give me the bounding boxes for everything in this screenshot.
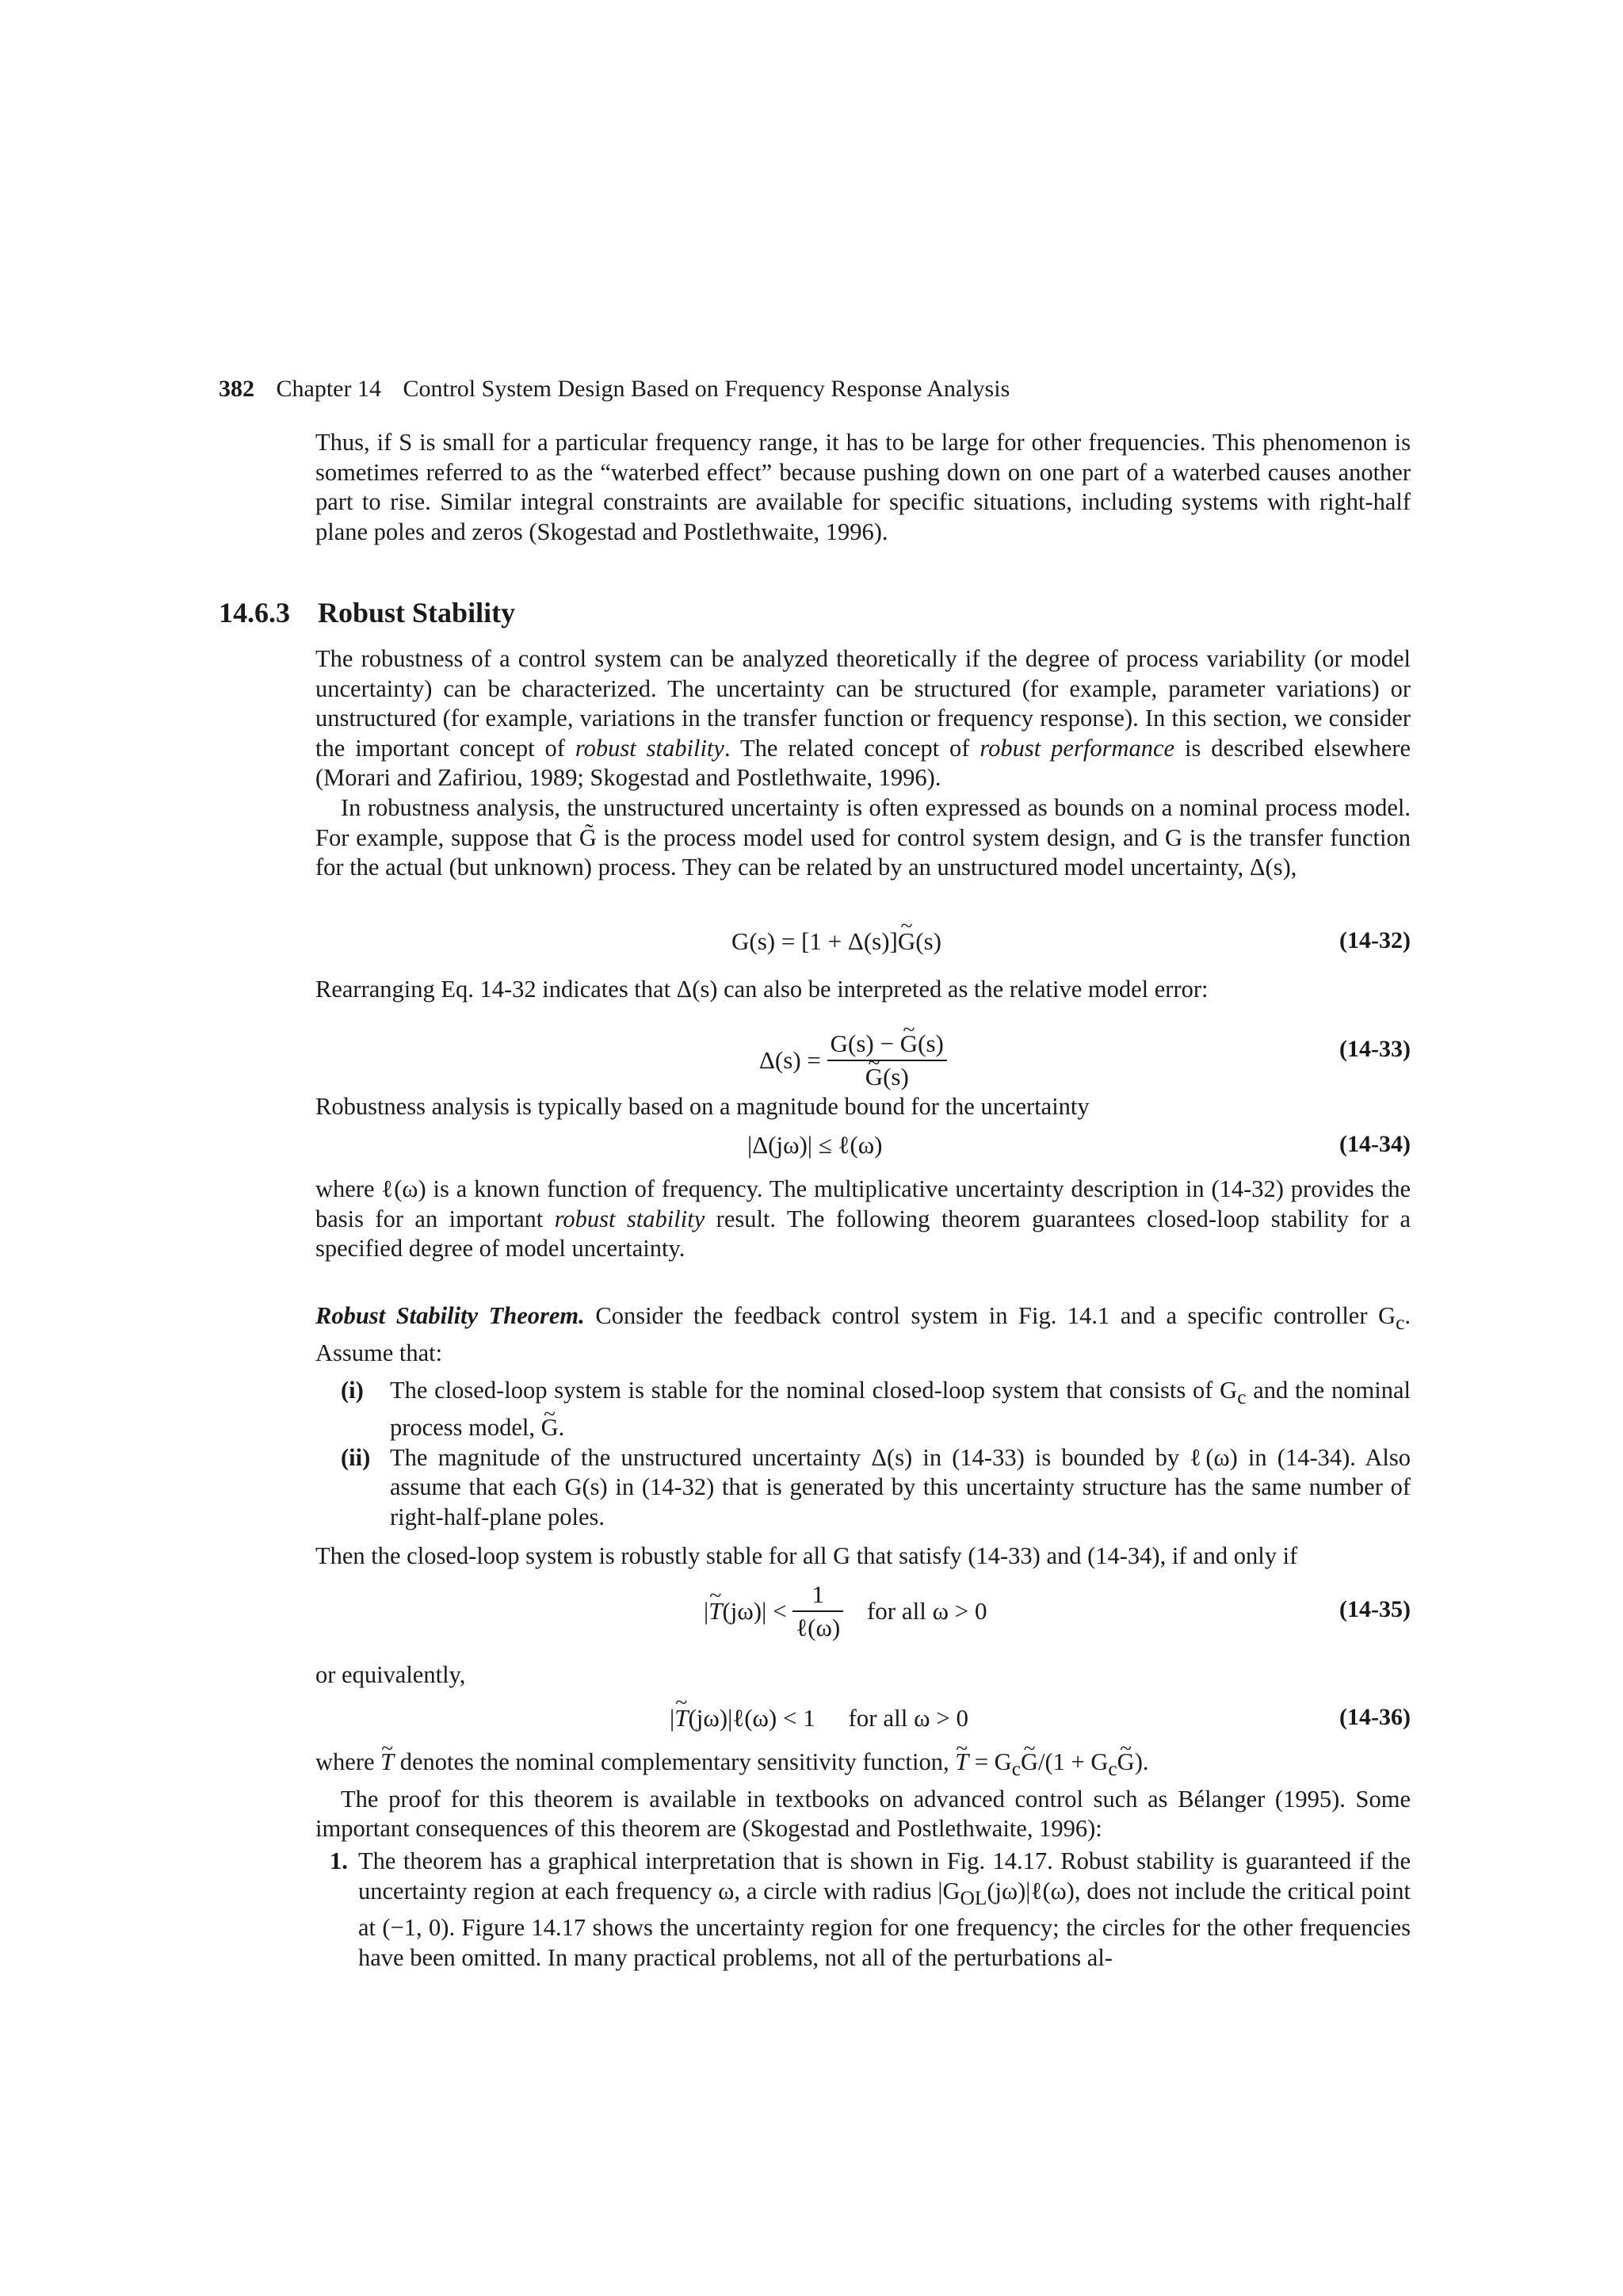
text-or-equivalently: or equivalently,: [315, 1661, 466, 1688]
list-item: (i) The closed-loop system is stable for the nominal closed-loop system that consists of $G_c$ and the nominal process model, ~ G.: [341, 1376, 1411, 1442]
equation-formula: |Δ(jω)| ≤ ℓ(ω): [747, 1131, 883, 1159]
text-complementary-sensitivity: where ~ T denotes the nominal complementary sensitivity function, ~ $T = G_c\sim$ $G/(1 + G_c\sim$ G). The proof for this theorem is available in textbooks on advanced control such as Bélanger (1995). Some important consequences of this theorem are (Skogestad and Postlethwaite, 1996):: [315, 1748, 1411, 1844]
theorem-intro: Robust Stability Theorem. Consider the feedback control system in Fig. 14.1 and a specific controller $G_c$. Assume that:: [315, 1302, 1411, 1366]
page-number: 382: [219, 376, 254, 402]
equation-14-35: [315, 1576, 1411, 1647]
theorem-conditions: [341, 1376, 1411, 1532]
equation-number: (14-36): [1339, 1704, 1411, 1730]
equation-number: (14-34): [1339, 1131, 1411, 1157]
equation-formula: Δ(s) = G(s) − ~ G(s) ~ G(s): [759, 1028, 947, 1093]
consequence-list: [315, 1847, 1411, 1973]
intro-paragraph: Thus, if S is small for a particular frequency range, it has to be large for other frequencies. This phenomenon is sometimes referred to as the “waterbed effect” because pushing down on one part of a waterbed causes another part to rise. Similar integral constraints are available for specific situations, including systems with right-half plane poles and zeros (Skogestad and Postlethwaite, 1996).: [315, 429, 1411, 545]
section-title: Robust Stability: [318, 597, 516, 628]
equation-14-32: [315, 927, 1411, 975]
text-rearranging: Rearranging Eq. 14-32 indicates that Δ(s) can also be interpreted as the relative model error:: [315, 976, 1209, 1003]
text-magnitude-bound: Robustness analysis is typically based on a magnitude bound for the uncertainty: [315, 1093, 1090, 1120]
equation-fraction: $\frac{1}{\text{ℓ(ω)}}$: [792, 1579, 843, 1644]
paragraph-uncertainty: In robustness analysis, the unstructured uncertainty is often expressed as bounds on a nominal process model. For example, suppose that G̃ is the process model used for control system design, and G is the transfer function for the actual (but unknown) process. They can be related by an unstructured model uncertainty, Δ(s),: [315, 794, 1411, 881]
equation-formula: G(s) = [1 + Δ(s)]~ G(s): [731, 927, 941, 956]
section-number: 14.6.3: [219, 597, 290, 628]
paragraph-multiplicative: where ℓ(ω) is a known function of frequency. The multiplicative uncertainty description in (14-32) provides the basis for an important robust stability result. The following theorem guarantees closed-loop stability for a specified degree of model uncertainty.: [315, 1175, 1411, 1263]
equation-number: (14-35): [1339, 1596, 1411, 1622]
running-header: [219, 376, 1010, 403]
equation-formula: |~ T(jω)| < $\frac{1}{\text{ℓ(ω)}}$ for all ω > 0: [704, 1579, 987, 1644]
equation-formula: |~ T(jω)|ℓ(ω) < 1 for all ω > 0: [670, 1704, 968, 1733]
list-item: (ii) The magnitude of the unstructured uncertainty Δ(s) in (14-33) is bounded by ℓ(ω) in (14-34). Also assume that each G(s) in (14-32) that is generated by this uncertainty structure has the same number of right-half-plane poles.: [341, 1443, 1411, 1530]
chapter-title: Control System Design Based on Frequency Response Analysis: [403, 376, 1010, 402]
equation-14-36: [315, 1704, 1411, 1752]
section-heading: [219, 596, 515, 629]
theorem-conclusion: Then the closed-loop system is robustly stable for all G that satisfy (14-33) and (14-34), if and only if: [315, 1542, 1298, 1570]
theorem-title: Robust Stability Theorem.: [315, 1302, 585, 1329]
equation-14-34: [315, 1131, 1411, 1179]
proof-paragraph: The proof for this theorem is available in textbooks on advanced control such as Bélanger (1995). Some important consequences of this theorem are (Skogestad and Postlethwaite, 1996):: [315, 1785, 1411, 1843]
list-item: 1. The theorem has a graphical interpretation that is shown in Fig. 14.17. Robust stability is guaranteed if the uncertainty region at each frequency ω, a circle with radius $|G_{OL}(j\omega)|\ell(\omega)$, does not include the critical point at (−1, 0). Figure 14.17 shows the uncertainty region for one frequency; the circles for the other frequencies have been omitted. In many practical problems, not all of the perturbations al-: [330, 1847, 1411, 1971]
equation-fraction: G(s) − ~ G(s) ~ G(s): [827, 1028, 947, 1093]
equation-14-33: [315, 1017, 1411, 1096]
equation-number: (14-33): [1339, 1036, 1411, 1062]
theorem-block: [315, 1301, 1411, 1572]
paragraph-robustness: The robustness of a control system can be analyzed theoretically if the degree of process variability (or model uncertainty) can be characterized. The uncertainty can be structured (for example, parameter variations) or unstructured (for example, variations in the transfer function or frequency response). In this section, we consider the important concept of robust stability. The related concept of robust performance is described elsewhere (Morari and Zafiriou, 1989; Skogestad and Postlethwaite, 1996).: [315, 645, 1411, 792]
equation-number: (14-32): [1339, 927, 1411, 953]
chapter-label: Chapter 14: [276, 376, 381, 402]
